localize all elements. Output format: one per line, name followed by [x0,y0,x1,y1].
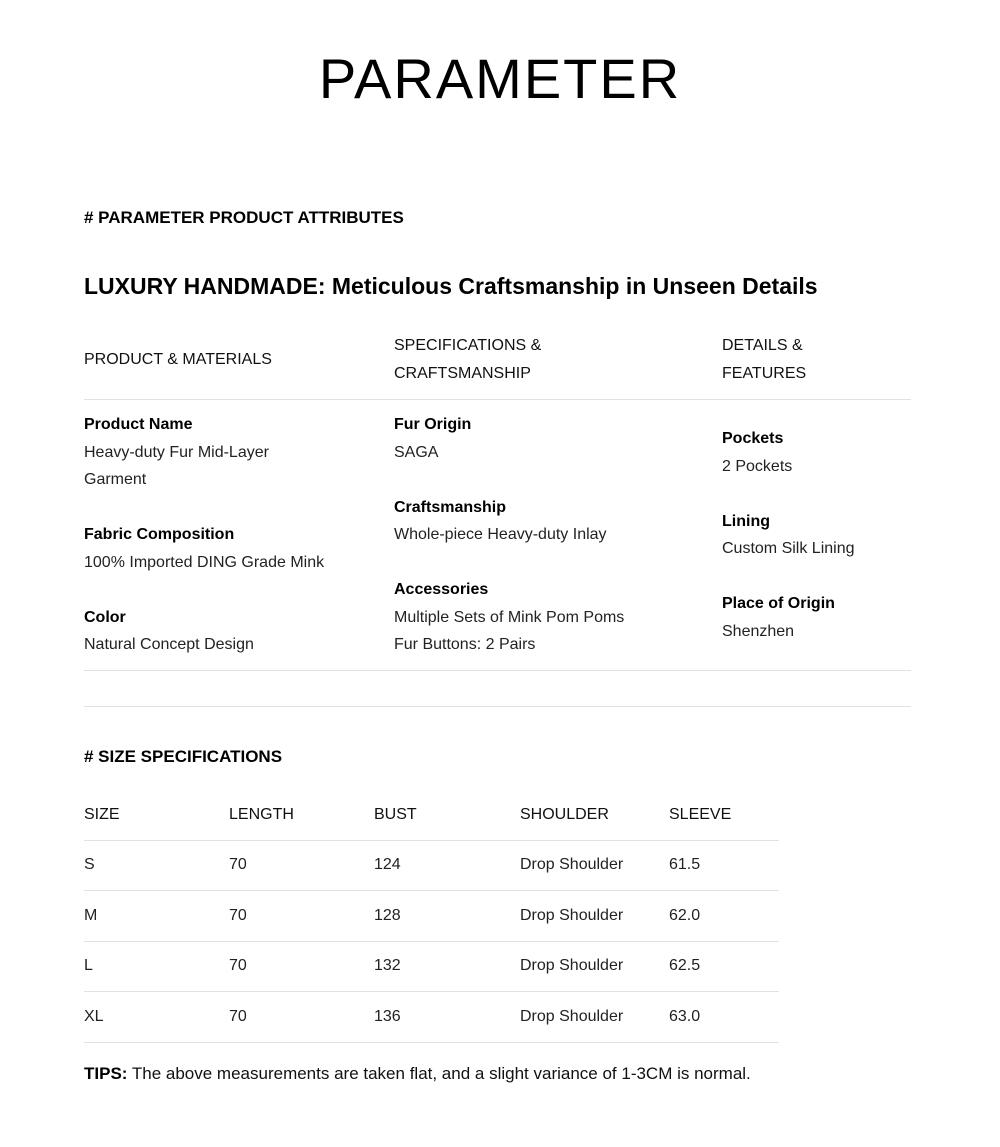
length-cell: 70 [229,891,374,942]
bust-cell: 132 [374,941,520,992]
length-cell: 70 [229,992,374,1043]
attribute-label: Fur Origin [394,416,472,433]
attribute-label: Craftsmanship [394,498,507,516]
attribute-label: Accessories [394,581,489,598]
attribute-value: Custom Silk Lining [722,540,855,557]
attribute-accessories [394,576,704,659]
attribute-product-name [84,411,374,494]
attribute-value: Fur Buttons: 2 Pairs [394,636,536,653]
sleeve-header-cell: SLEEVE [669,805,732,823]
size-section-heading: # SIZE SPECIFICATIONS [84,747,283,766]
column-header-specifications [394,332,704,387]
sleeve-cell: 62.0 [669,891,779,942]
bust-cell: 128 [374,891,520,942]
attribute-pockets [722,425,912,480]
length-header-cell: LENGTH [229,805,294,823]
size-cell: L [84,941,229,992]
attribute-lining [722,508,912,563]
shoulder-header-cell: SHOULDER [520,805,609,823]
attribute-fur-origin [394,411,704,466]
sleeve-cell: 63.0 [669,992,779,1043]
attribute-value: SAGA [394,443,439,461]
size-cell: XL [84,992,229,1043]
length-cell: 70 [229,840,374,891]
column-header-line: PRODUCT & MATERIALS [84,351,272,368]
attribute-place-of-origin [722,590,912,645]
size-table [84,790,779,1043]
attribute-label: Pockets [722,430,784,447]
attributes-section-heading: # PARAMETER PRODUCT ATTRIBUTES [84,208,404,227]
length-cell: 70 [229,941,374,992]
size-cell: M [84,891,229,942]
bust-cell: 124 [374,840,520,891]
attribute-label: Place of Origin [722,595,835,612]
column-header-line: CRAFTSMANSHIP [394,364,531,382]
shoulder-cell: Drop Shoulder [520,840,669,891]
attribute-craftsmanship [394,494,704,549]
header-divider [84,399,911,400]
column-header-line: SPECIFICATIONS & [394,337,542,354]
attribute-label: Lining [722,512,770,530]
attribute-value: Whole-piece Heavy-duty Inlay [394,526,607,543]
attribute-fabric-composition [84,521,374,576]
size-cell: S [84,840,229,891]
column-header-line: FEATURES [722,364,807,382]
attributes-subtitle: LUXURY HANDMADE: Meticulous Craftsmanship in Unseen Details [84,273,818,299]
attribute-value: 2 Pockets [722,457,793,475]
tips-text: The above measurements are taken flat, and a slight variance of 1-3CM is normal. [127,1064,751,1083]
attribute-value: Garment [84,471,147,488]
sleeve-cell: 61.5 [669,840,779,891]
attribute-label: Fabric Composition [84,526,235,543]
attribute-value: 100% Imported DING Grade Mink [84,553,325,571]
table-row [84,992,779,1043]
attribute-column-details [722,425,912,673]
size-header-cell: SIZE [84,805,120,823]
column-header-product-materials [84,346,374,374]
shoulder-cell: Drop Shoulder [520,992,669,1043]
attribute-column-specifications [394,411,704,686]
table-row [84,941,779,992]
page-title: PARAMETER [318,47,682,110]
section-divider [84,706,911,707]
table-row [84,891,779,942]
tips-note [84,1064,751,1084]
attribute-value: Heavy-duty Fur Mid-Layer [84,443,269,461]
attribute-label: Product Name [84,416,193,433]
shoulder-cell: Drop Shoulder [520,941,669,992]
size-table-header-row [84,790,779,840]
attributes-bottom-divider [84,670,911,671]
attribute-label: Color [84,608,126,626]
attribute-color [84,604,374,659]
column-header-details [722,332,912,387]
table-row [84,840,779,891]
sleeve-cell: 62.5 [669,941,779,992]
tips-label: TIPS: [84,1064,128,1083]
bust-header-cell: BUST [374,805,417,823]
shoulder-cell: Drop Shoulder [520,891,669,942]
column-header-line: DETAILS & [722,337,803,354]
attribute-value: Multiple Sets of Mink Pom Poms [394,608,625,626]
bust-cell: 136 [374,992,520,1043]
attribute-value: Natural Concept Design [84,636,254,653]
attribute-value: Shenzhen [722,622,795,640]
attribute-column-product-materials [84,411,374,686]
